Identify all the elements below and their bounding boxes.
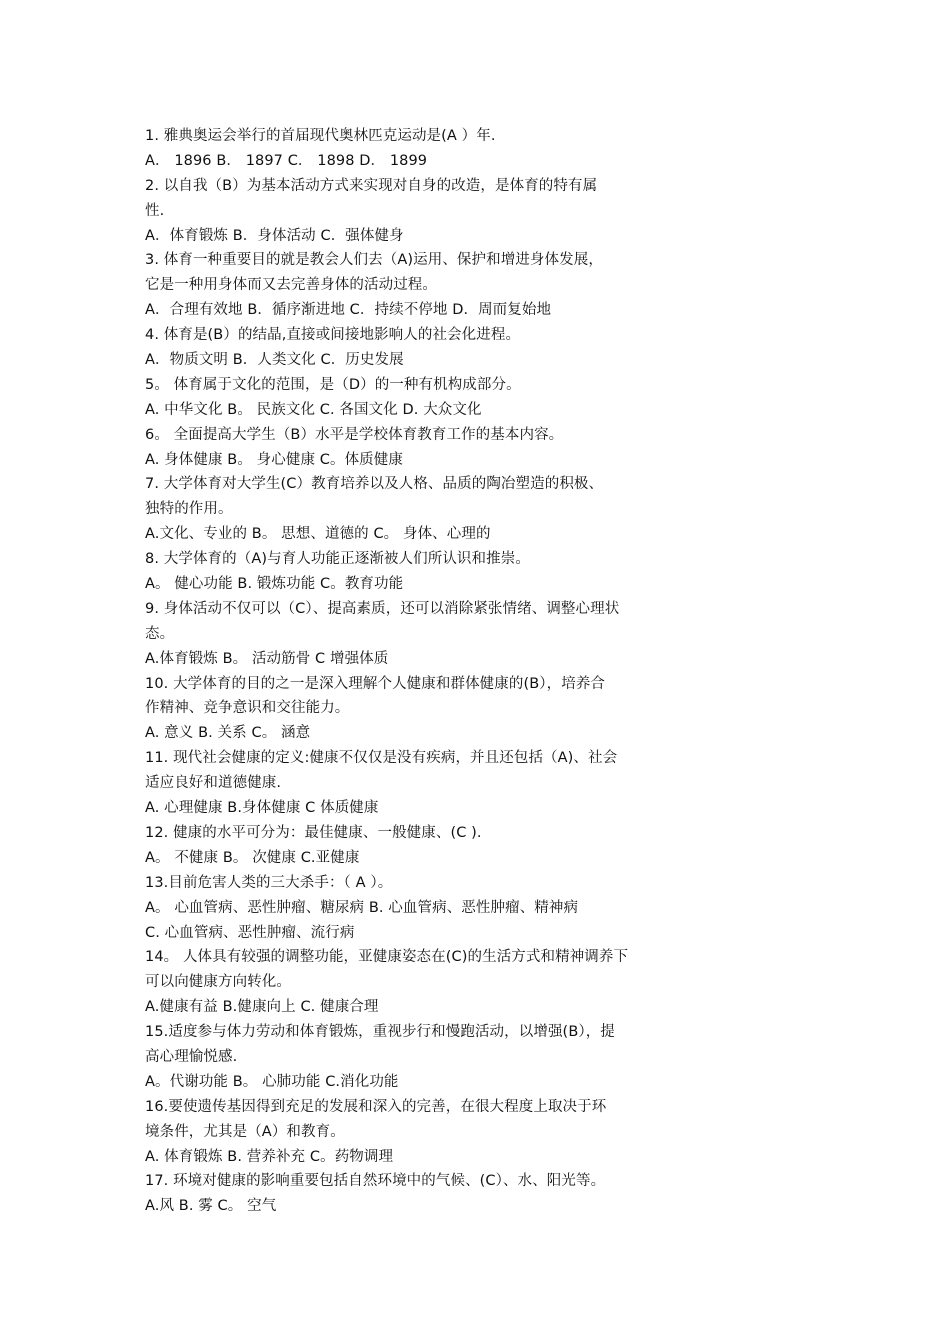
document-body [145,124,705,1219]
question-15-stem-cont: 高心理愉悦感. [145,1048,238,1065]
question-10-stem-cont: 作精神、竞争意识和交往能力。 [145,700,350,717]
question-14-stem-cont: 可以向健康方向转化。 [145,974,291,991]
question-5-stem: 5。 体育属于文化的范围，是（D）的一种有机构成部分。 [145,376,521,393]
question-11-stem: 11. 现代社会健康的定义:健康不仅仅是没有疾病，并且还包括（A)、社会 [145,750,618,767]
question-12-stem: 12. 健康的水平可分为：最佳健康、一般健康、(C ). [145,824,482,841]
question-4-stem: 4. 体育是(B）的结晶,直接或间接地影响人的社会化进程。 [145,327,521,344]
question-4-options: A．物质文明 B．人类文化 C．历史发展 [145,352,404,369]
question-11-options: A. 心理健康 B.身体健康 C 体质健康 [145,800,379,817]
question-2-options: A．体育锻炼 B．身体活动 C．强体健身 [145,227,404,244]
question-2-stem-cont: 性. [145,202,165,219]
question-7-options: A.文化、专业的 B。 思想、道德的 C。 身体、心理的 [145,526,491,543]
question-14-stem: 14。 人体具有较强的调整功能，亚健康姿态在(C)的生活方式和精神调养下 [145,949,629,966]
question-8-options: A。 健心功能 B. 锻炼功能 C。教育功能 [145,576,404,593]
question-16-options: A. 体育锻炼 B. 营养补充 C。药物调理 [145,1148,394,1165]
question-5-options: A. 中华文化 B。 民族文化 C. 各国文化 D. 大众文化 [145,401,482,418]
question-15-stem: 15.适度参与体力劳动和体育锻炼，重视步行和慢跑活动，以增强(B），提 [145,1024,615,1041]
question-7-stem-cont: 独特的作用。 [145,501,233,518]
question-3-stem: 3. 体育一种重要目的就是教会人们去（A)运用、保护和增进身体发展， [145,252,603,269]
question-17-stem: 17. 环境对健康的影响重要包括自然环境中的气候、(C）、水、阳光等。 [145,1173,606,1190]
question-12-options: A。 不健康 B。 次健康 C.亚健康 [145,849,360,866]
question-9-stem-cont: 态。 [145,625,175,642]
question-9-stem: 9. 身体活动不仅可以（C）、提高素质，还可以消除紧张情绪、调整心理状 [145,600,620,617]
question-1-stem: 1. 雅典奥运会举行的首届现代奥林匹克运动是(A ）年. [145,128,496,144]
question-11-stem-cont: 适应良好和道德健康. [145,775,282,792]
question-9-options: A.体育锻炼 B。 活动筋骨 C 增强体质 [145,650,389,667]
question-16-stem: 16.要使遗传基因得到充足的发展和深入的完善，在很大程度上取决于环 [145,1098,607,1115]
question-10-options: A. 意义 B. 关系 C。 涵意 [145,725,311,742]
question-15-options: A。代谢功能 B。 心肺功能 C.消化功能 [145,1073,399,1090]
question-13-options: A。 心血管病、恶性肿瘤、糖尿病 B. 心血管病、恶性肿瘤、精神病 [145,899,579,916]
question-6-options: A. 身体健康 B。 身心健康 C。体质健康 [145,451,403,468]
question-2-stem: 2. 以自我（B）为基本活动方式来实现对自身的改造，是体育的特有属 [145,177,598,194]
question-14-options: A.健康有益 B.健康向上 C. 健康合理 [145,999,379,1016]
question-10-stem: 10. 大学体育的目的之一是深入理解个人健康和群体健康的(B），培养合 [145,675,606,692]
question-7-stem: 7. 大学体育对大学生(C）教育培养以及人格、品质的陶冶塑造的积极、 [145,476,604,493]
question-6-stem: 6。 全面提高大学生（B）水平是学校体育教育工作的基本内容。 [145,426,564,443]
question-3-stem-cont: 它是一种用身体而又去完善身体的活动过程。 [145,277,437,294]
question-8-stem: 8. 大学体育的（A)与育人功能正逐渐被人们所认识和推崇。 [145,551,530,568]
question-13-stem: 13.目前危害人类的三大杀手：（ A ）。 [145,874,393,891]
question-1-options: A． 1896 B． 1897 C． 1898 D． 1899 [145,152,428,169]
question-3-options: A．合理有效地 B．循序渐进地 C．持续不停地 D．周而复始地 [145,302,552,319]
question-16-stem-cont: 境条件，尤其是（A）和教育。 [145,1123,345,1140]
question-17-options: A.风 B. 雾 C。 空气 [145,1198,277,1215]
question-13-options-cont: C. 心血管病、恶性肿瘤、流行病 [145,924,355,941]
